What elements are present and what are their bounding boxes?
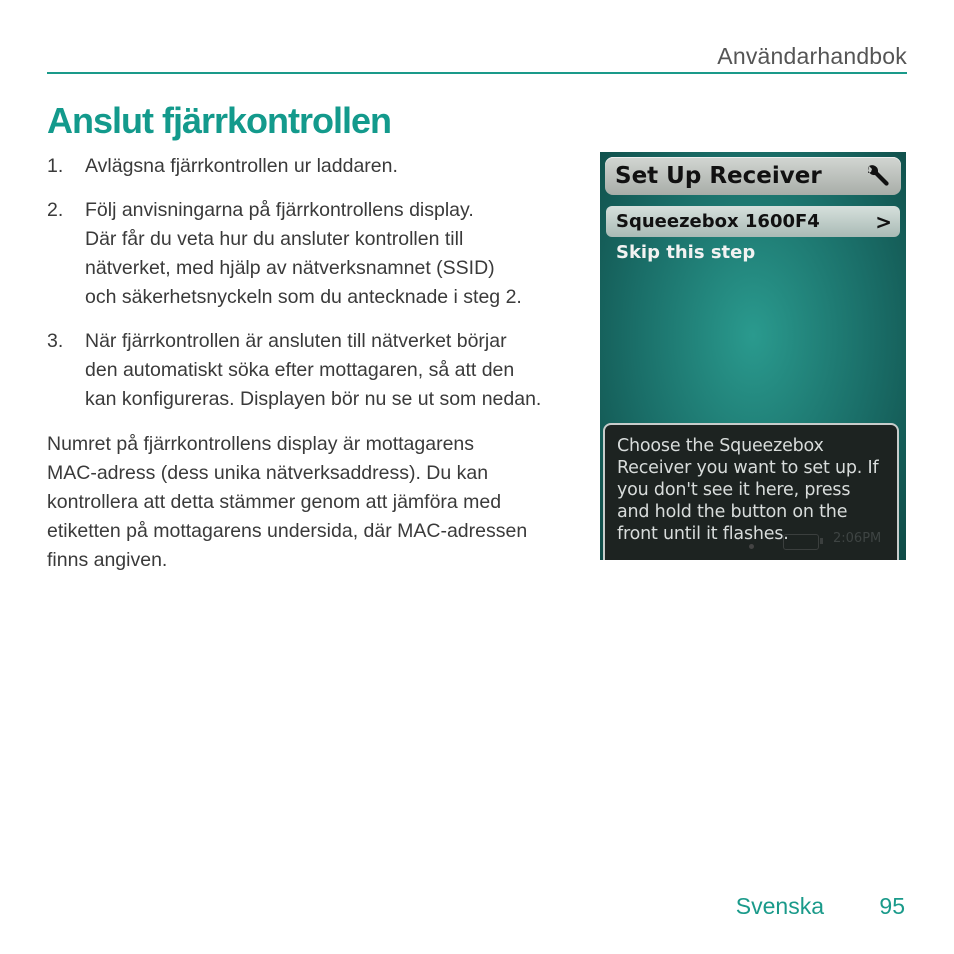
step-line: kan konfigureras. Displayen bör nu se ut som nedan.	[85, 388, 542, 410]
step-number: 2.	[47, 199, 64, 221]
screen-title-bar	[605, 157, 901, 195]
body-paragraph	[47, 430, 592, 575]
status-dot	[749, 544, 754, 549]
step-line: Följ anvisningarna på fjärrkontrollens display.	[85, 199, 474, 221]
status-clock: 2:06PM	[833, 531, 882, 546]
step-2	[47, 196, 592, 312]
remote-display-screenshot	[600, 152, 906, 560]
steps-list	[47, 152, 592, 429]
paragraph-line: kontrollera att detta stämmer genom att jämföra med	[47, 491, 502, 513]
paragraph-line: etiketten på mottagarens undersida, där MAC-adressen	[47, 520, 528, 542]
menu-item-receiver[interactable]	[606, 206, 900, 237]
step-1	[47, 152, 592, 181]
help-line: Choose the Squeezebox	[617, 436, 824, 456]
help-line: Receiver you want to set up. If	[617, 458, 879, 478]
screen-title: Set Up Receiver	[615, 163, 822, 189]
paragraph-line: Numret på fjärrkontrollens display är mottagarens	[47, 433, 475, 455]
battery-icon	[783, 534, 819, 550]
step-line: Där får du veta hur du ansluter kontrollen till	[85, 228, 464, 250]
page-number: 95	[879, 893, 905, 919]
paragraph-line: MAC-adress (dess unika nätverksaddress). Du kan	[47, 462, 489, 484]
help-line: front until it flashes.	[617, 524, 789, 544]
help-line: you don't see it here, press	[617, 480, 851, 500]
step-3	[47, 327, 592, 414]
help-text	[617, 435, 892, 545]
step-number: 3.	[47, 330, 64, 352]
header-divider	[47, 72, 907, 74]
menu-item-label: Squeezebox 1600F4	[616, 211, 820, 232]
step-line: den automatiskt söka efter mottagaren, så att den	[85, 359, 515, 381]
step-line: Avlägsna fjärrkontrollen ur laddaren.	[85, 155, 398, 177]
step-number: 1.	[47, 155, 64, 177]
paragraph-line: finns angiven.	[47, 549, 168, 571]
help-line: and hold the button on the	[617, 502, 848, 522]
running-header: Användarhandbok	[717, 43, 907, 69]
footer-language: Svenska	[735, 893, 824, 919]
chevron-right-icon: >	[875, 209, 892, 234]
page-title: Anslut fjärrkontrollen	[47, 100, 392, 141]
menu-item-skip[interactable]: Skip this step	[616, 242, 756, 263]
wrench-icon[interactable]	[863, 162, 891, 190]
step-line: När fjärrkontrollen är ansluten till nätverket börjar	[85, 330, 507, 352]
step-line: och säkerhetsnyckeln som du antecknade i steg 2.	[85, 286, 522, 308]
step-line: nätverket, med hjälp av nätverksnamnet (SSID)	[85, 257, 495, 279]
